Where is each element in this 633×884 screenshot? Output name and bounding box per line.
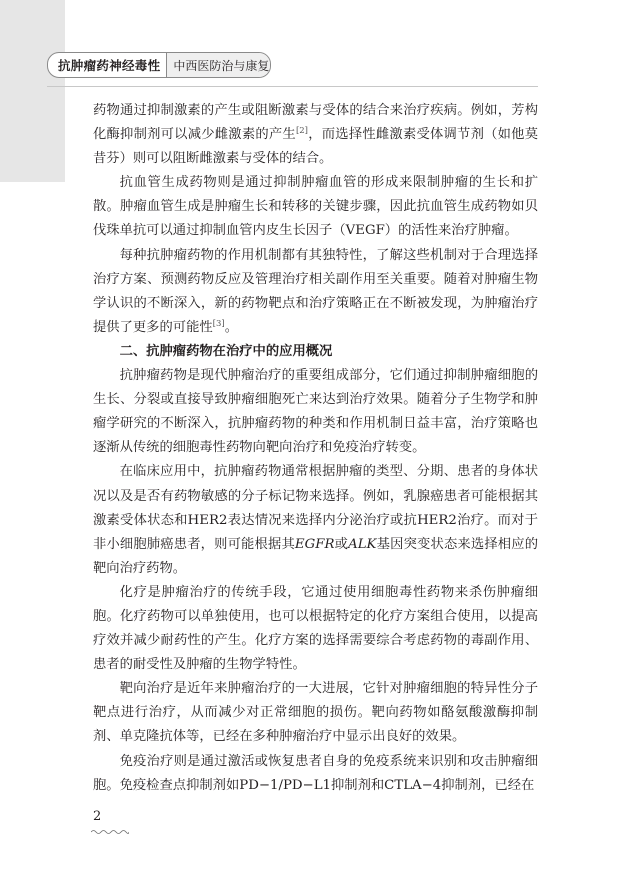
gene-name: EGFR xyxy=(294,536,335,552)
paragraph: 免疫治疗则是通过激活或恢复患者自身的免疫系统来识别和攻击肿瘤细胞。免疫检查点抑制剂如PD−1/PD−L1抑制剂和CTLA−4抑制剂，已经在 xyxy=(93,753,538,793)
header-rule xyxy=(47,86,538,87)
paragraph: 抗肿瘤药物是现代肿瘤治疗的重要组成部分，它们通过抑制肿瘤细胞的生长、分裂或直接导致肿瘤细胞死亡来达到治疗效果。随着分子生物学和肿瘤学研究的不断深入，抗肿瘤药物的种类和作用机制日益丰富，治疗策略也逐渐从传统的细胞毒性药物向靶向治疗和免疫治疗转变。 xyxy=(93,368,538,456)
gene-name: ALK xyxy=(348,536,377,552)
paragraph: 药物通过抑制激素的产生或阻断激素与受体的结合来治疗疾病。例如，芳构化酶抑制剂可以减少雌激素的产生[2]，而选择性雌激素受体调节剂（如他莫昔芬）则可以阻断雌激素与受体的结合。 xyxy=(93,103,539,167)
paragraph: 靶向治疗是近年来肿瘤治疗的一大进展，它针对肿瘤细胞的特异性分子靶点进行治疗，从而减少对正常细胞的损伤。靶向药物如酪氨酸激酶抑制剂、单克隆抗体等，已经在多种肿瘤治疗中显示出良好的效果。 xyxy=(93,681,538,745)
page-number-ornament xyxy=(91,829,129,835)
citation-ref: [3] xyxy=(212,318,225,329)
body-text xyxy=(93,99,538,798)
page-number: 2 xyxy=(93,809,102,824)
paragraph: 化疗是肿瘤治疗的传统手段，它通过使用细胞毒性药物来杀伤肿瘤细胞。化疗药物可以单独使用，也可以根据特定的化疗方案组合使用，以提高疗效并减少耐药性的产生。化疗方案的选择需要综合考虑药物的毒副作用、患者的耐受性及肿瘤的生物学特性。 xyxy=(93,584,538,673)
book-title: 抗肿瘤药神经毒性 xyxy=(58,58,161,73)
section-heading: 二、抗肿瘤药物在治疗中的应用概况 xyxy=(119,343,333,359)
paragraph: 在临床应用中，抗肿瘤药物通常根据肿瘤的类型、分期、患者的身体状况以及是否有药物敏感的分子标记物来选择。例如，乳腺癌患者可能根据其激素受体状态和HER2表达情况来选择内分泌治疗或抗HER2治疗。而对于非小细胞肺癌患者，则可能根据其EGFR或ALK基因突变状态来选择相应的靶向治疗药物。 xyxy=(93,464,539,576)
corner-shade-block xyxy=(0,0,65,182)
running-header xyxy=(47,52,271,78)
book-subtitle: 中西医防治与康复 xyxy=(166,53,271,77)
paragraph: 每种抗肿瘤药物的作用机制都有其独特性，了解这些机制对于合理选择治疗方案、预测药物反应及管理治疗相关副作用至关重要。随着对肿瘤生物学认识的不断深入，新的药物靶点和治疗策略正在不断被发现，为肿瘤治疗提供了更多的可能性[3]。 xyxy=(93,247,538,335)
citation-ref: [2] xyxy=(295,126,308,137)
paragraph: 抗血管生成药物则是通过抑制肿瘤血管的形成来限制肿瘤的生长和扩散。肿瘤血管生成是肿瘤生长和转移的关键步骤，因此抗血管生成药物如贝伐珠单抗可以通过抑制血管内皮生长因子（VEGF）的活性来治疗肿瘤。 xyxy=(93,175,538,239)
